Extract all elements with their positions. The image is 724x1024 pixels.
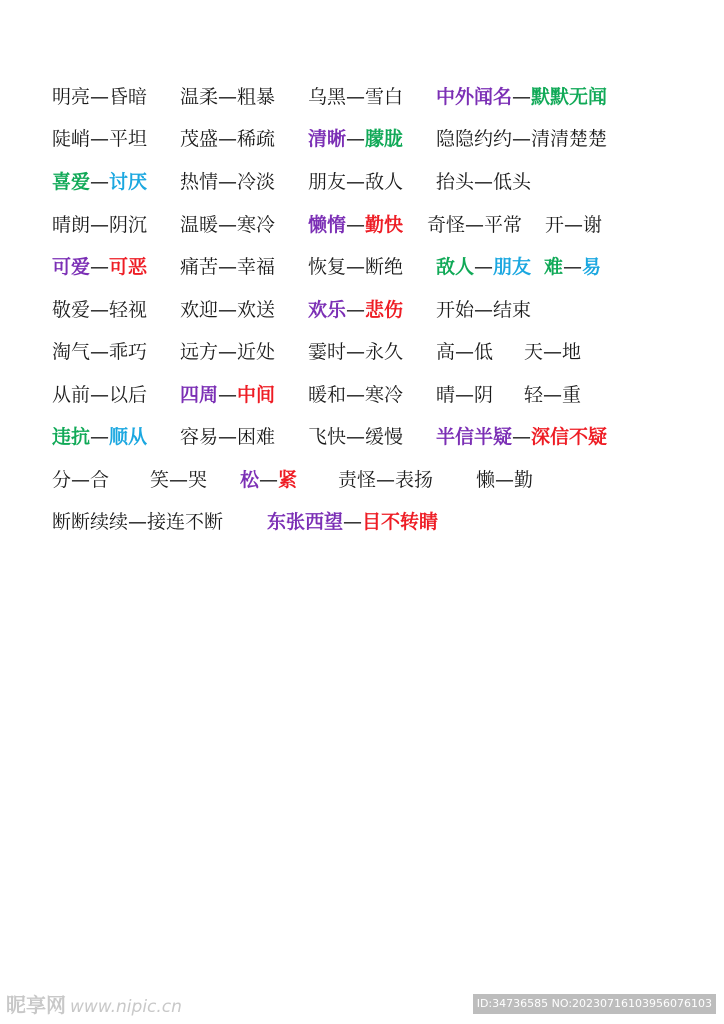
separator-dash: — bbox=[71, 469, 91, 491]
word-right: 冷淡 bbox=[237, 171, 276, 193]
separator-dash: — bbox=[563, 256, 583, 278]
antonym-pair bbox=[267, 507, 438, 537]
word-left: 可爱 bbox=[52, 256, 91, 278]
antonym-pair bbox=[476, 465, 533, 495]
antonym-pair bbox=[52, 252, 147, 282]
word-left: 热情 bbox=[180, 171, 219, 193]
word-right: 幸福 bbox=[237, 256, 276, 278]
antonym-pair bbox=[52, 422, 147, 452]
word-right: 寒冷 bbox=[365, 384, 404, 406]
antonym-pair bbox=[338, 465, 433, 495]
word-right: 清清楚楚 bbox=[531, 128, 608, 150]
separator-dash: — bbox=[346, 171, 366, 193]
word-left: 东张西望 bbox=[267, 511, 344, 533]
word-left: 陡峭 bbox=[52, 128, 91, 150]
antonym-pair bbox=[180, 422, 275, 452]
word-right: 敌人 bbox=[365, 171, 404, 193]
word-left: 喜爱 bbox=[52, 171, 91, 193]
word-left: 温柔 bbox=[180, 86, 219, 108]
separator-dash: — bbox=[346, 341, 366, 363]
antonym-pair bbox=[436, 167, 531, 197]
watermark-url: www.nipic.cn bbox=[70, 997, 182, 1017]
antonym-pair bbox=[180, 124, 275, 154]
word-right: 悲伤 bbox=[365, 299, 404, 321]
word-right: 轻视 bbox=[109, 299, 148, 321]
word-left: 晴朗 bbox=[52, 214, 91, 236]
word-left: 松 bbox=[240, 469, 260, 491]
word-left: 笑 bbox=[150, 469, 170, 491]
word-left: 开 bbox=[545, 214, 565, 236]
antonym-pair bbox=[308, 380, 403, 410]
word-left: 责怪 bbox=[338, 469, 377, 491]
word-left: 抬头 bbox=[436, 171, 475, 193]
word-left: 朋友 bbox=[308, 171, 347, 193]
word-left: 从前 bbox=[52, 384, 91, 406]
antonym-pair bbox=[436, 82, 607, 112]
word-right: 中间 bbox=[237, 384, 276, 406]
separator-dash: — bbox=[564, 214, 584, 236]
word-right: 结束 bbox=[493, 299, 532, 321]
word-pair-row bbox=[0, 380, 724, 410]
word-right: 缓慢 bbox=[365, 426, 404, 448]
word-left: 违抗 bbox=[52, 426, 91, 448]
word-left: 茂盛 bbox=[180, 128, 219, 150]
word-right: 稀疏 bbox=[237, 128, 276, 150]
separator-dash: — bbox=[543, 384, 563, 406]
word-right: 深信不疑 bbox=[531, 426, 608, 448]
separator-dash: — bbox=[90, 256, 110, 278]
word-right: 朦胧 bbox=[365, 128, 404, 150]
antonym-pair bbox=[308, 124, 403, 154]
word-left: 断断续续 bbox=[52, 511, 129, 533]
word-pair-row bbox=[0, 82, 724, 112]
word-right: 易 bbox=[582, 256, 602, 278]
antonym-pair bbox=[308, 422, 403, 452]
watermark-id: ID:34736585 NO:20230716103956076103 bbox=[473, 994, 716, 1014]
word-pair-row bbox=[0, 337, 724, 367]
separator-dash: — bbox=[218, 171, 238, 193]
word-pair-row bbox=[0, 252, 724, 282]
word-right: 近处 bbox=[237, 341, 276, 363]
separator-dash: — bbox=[495, 469, 515, 491]
separator-dash: — bbox=[543, 341, 563, 363]
antonym-pair bbox=[52, 465, 109, 495]
word-right: 合 bbox=[90, 469, 110, 491]
word-right: 勤 bbox=[514, 469, 534, 491]
word-left: 淘气 bbox=[52, 341, 91, 363]
separator-dash: — bbox=[455, 341, 475, 363]
word-pair-row bbox=[0, 422, 724, 452]
word-right: 表扬 bbox=[395, 469, 434, 491]
word-right: 哭 bbox=[188, 469, 208, 491]
antonym-pair bbox=[180, 167, 275, 197]
antonym-pair bbox=[308, 210, 403, 240]
word-left: 清晰 bbox=[308, 128, 347, 150]
word-left: 懒 bbox=[476, 469, 496, 491]
separator-dash: — bbox=[346, 128, 366, 150]
antonym-pair bbox=[427, 210, 522, 240]
antonym-pair bbox=[52, 124, 147, 154]
separator-dash: — bbox=[455, 384, 475, 406]
separator-dash: — bbox=[259, 469, 279, 491]
separator-dash: — bbox=[343, 511, 363, 533]
word-right: 讨厌 bbox=[109, 171, 148, 193]
word-pair-row bbox=[0, 295, 724, 325]
antonym-pair bbox=[52, 167, 147, 197]
separator-dash: — bbox=[465, 214, 485, 236]
word-right: 勤快 bbox=[365, 214, 404, 236]
separator-dash: — bbox=[90, 341, 110, 363]
watermark-logo bbox=[6, 990, 182, 1020]
word-right: 默默无闻 bbox=[531, 86, 608, 108]
separator-dash: — bbox=[218, 128, 238, 150]
word-pair-row bbox=[0, 210, 724, 240]
separator-dash: — bbox=[90, 384, 110, 406]
word-right: 永久 bbox=[365, 341, 404, 363]
word-right: 欢送 bbox=[237, 299, 276, 321]
antonym-pair bbox=[308, 252, 403, 282]
antonym-pair bbox=[52, 210, 147, 240]
antonym-pair bbox=[180, 252, 275, 282]
word-right: 接连不断 bbox=[147, 511, 224, 533]
word-left: 温暖 bbox=[180, 214, 219, 236]
separator-dash: — bbox=[218, 384, 238, 406]
word-left: 轻 bbox=[524, 384, 544, 406]
separator-dash: — bbox=[90, 299, 110, 321]
word-right: 寒冷 bbox=[237, 214, 276, 236]
antonym-pair bbox=[52, 82, 147, 112]
word-left: 乌黑 bbox=[308, 86, 347, 108]
word-left: 开始 bbox=[436, 299, 475, 321]
word-right: 紧 bbox=[278, 469, 298, 491]
word-right: 朋友 bbox=[493, 256, 532, 278]
separator-dash: — bbox=[128, 511, 148, 533]
word-left: 敌人 bbox=[436, 256, 475, 278]
antonym-pair bbox=[436, 422, 607, 452]
separator-dash: — bbox=[346, 256, 366, 278]
separator-dash: — bbox=[90, 128, 110, 150]
separator-dash: — bbox=[218, 341, 238, 363]
word-left: 中外闻名 bbox=[436, 86, 513, 108]
separator-dash: — bbox=[346, 384, 366, 406]
word-right: 地 bbox=[562, 341, 582, 363]
antonym-pair bbox=[308, 167, 403, 197]
word-left: 隐隐约约 bbox=[436, 128, 513, 150]
word-left: 四周 bbox=[180, 384, 219, 406]
word-right: 低 bbox=[474, 341, 494, 363]
word-right: 谢 bbox=[583, 214, 603, 236]
antonym-pair bbox=[544, 252, 601, 282]
word-right: 平常 bbox=[484, 214, 523, 236]
word-left: 容易 bbox=[180, 426, 219, 448]
word-left: 敬爱 bbox=[52, 299, 91, 321]
antonym-pair bbox=[240, 465, 297, 495]
separator-dash: — bbox=[512, 426, 532, 448]
separator-dash: — bbox=[346, 86, 366, 108]
separator-dash: — bbox=[512, 128, 532, 150]
separator-dash: — bbox=[474, 171, 494, 193]
word-right: 困难 bbox=[237, 426, 276, 448]
word-left: 晴 bbox=[436, 384, 456, 406]
word-left: 高 bbox=[436, 341, 456, 363]
antonym-pair bbox=[180, 210, 275, 240]
antonym-pair bbox=[524, 337, 581, 367]
separator-dash: — bbox=[218, 299, 238, 321]
separator-dash: — bbox=[218, 426, 238, 448]
separator-dash: — bbox=[218, 214, 238, 236]
word-right: 目不转睛 bbox=[362, 511, 439, 533]
word-left: 恢复 bbox=[308, 256, 347, 278]
word-right: 断绝 bbox=[365, 256, 404, 278]
separator-dash: — bbox=[512, 86, 532, 108]
word-left: 奇怪 bbox=[427, 214, 466, 236]
antonym-pair bbox=[52, 295, 147, 325]
word-right: 雪白 bbox=[365, 86, 404, 108]
word-pair-row bbox=[0, 507, 724, 537]
antonym-pair bbox=[52, 337, 147, 367]
word-right: 阴沉 bbox=[109, 214, 148, 236]
antonym-pair bbox=[308, 295, 403, 325]
word-left: 懒惰 bbox=[308, 214, 347, 236]
word-left: 霎时 bbox=[308, 341, 347, 363]
word-left: 远方 bbox=[180, 341, 219, 363]
word-right: 平坦 bbox=[109, 128, 148, 150]
word-pair-row bbox=[0, 124, 724, 154]
word-pair-row bbox=[0, 465, 724, 495]
word-left: 欢迎 bbox=[180, 299, 219, 321]
antonym-pair bbox=[436, 124, 607, 154]
separator-dash: — bbox=[169, 469, 189, 491]
separator-dash: — bbox=[90, 171, 110, 193]
antonym-pair bbox=[52, 507, 223, 537]
antonym-pair bbox=[308, 337, 403, 367]
word-left: 天 bbox=[524, 341, 544, 363]
word-left: 分 bbox=[52, 469, 72, 491]
separator-dash: — bbox=[218, 256, 238, 278]
antonym-pair bbox=[52, 380, 147, 410]
word-left: 暖和 bbox=[308, 384, 347, 406]
antonym-pair bbox=[545, 210, 602, 240]
word-right: 顺从 bbox=[109, 426, 148, 448]
antonym-pair bbox=[180, 295, 275, 325]
word-right: 粗暴 bbox=[237, 86, 276, 108]
word-left: 飞快 bbox=[308, 426, 347, 448]
separator-dash: — bbox=[346, 214, 366, 236]
antonym-pair bbox=[436, 337, 493, 367]
separator-dash: — bbox=[346, 299, 366, 321]
word-left: 难 bbox=[544, 256, 564, 278]
word-right: 重 bbox=[562, 384, 582, 406]
antonym-pair bbox=[180, 380, 275, 410]
separator-dash: — bbox=[474, 256, 494, 278]
word-right: 昏暗 bbox=[109, 86, 148, 108]
separator-dash: — bbox=[474, 299, 494, 321]
antonym-pair bbox=[180, 337, 275, 367]
separator-dash: — bbox=[346, 426, 366, 448]
antonym-pair bbox=[436, 252, 531, 282]
antonym-pair bbox=[524, 380, 581, 410]
separator-dash: — bbox=[218, 86, 238, 108]
separator-dash: — bbox=[90, 86, 110, 108]
word-right: 可恶 bbox=[109, 256, 148, 278]
word-left: 明亮 bbox=[52, 86, 91, 108]
word-right: 乖巧 bbox=[109, 341, 148, 363]
word-right: 低头 bbox=[493, 171, 532, 193]
antonym-pair bbox=[150, 465, 207, 495]
antonym-pair bbox=[180, 82, 275, 112]
separator-dash: — bbox=[376, 469, 396, 491]
antonym-pair bbox=[436, 295, 531, 325]
word-left: 痛苦 bbox=[180, 256, 219, 278]
antonym-pair bbox=[436, 380, 493, 410]
separator-dash: — bbox=[90, 426, 110, 448]
word-left: 半信半疑 bbox=[436, 426, 513, 448]
word-left: 欢乐 bbox=[308, 299, 347, 321]
watermark-brand: 昵享网 bbox=[6, 993, 66, 1017]
word-right: 阴 bbox=[474, 384, 494, 406]
word-right: 以后 bbox=[109, 384, 148, 406]
antonym-pair bbox=[308, 82, 403, 112]
word-pair-row bbox=[0, 167, 724, 197]
separator-dash: — bbox=[90, 214, 110, 236]
